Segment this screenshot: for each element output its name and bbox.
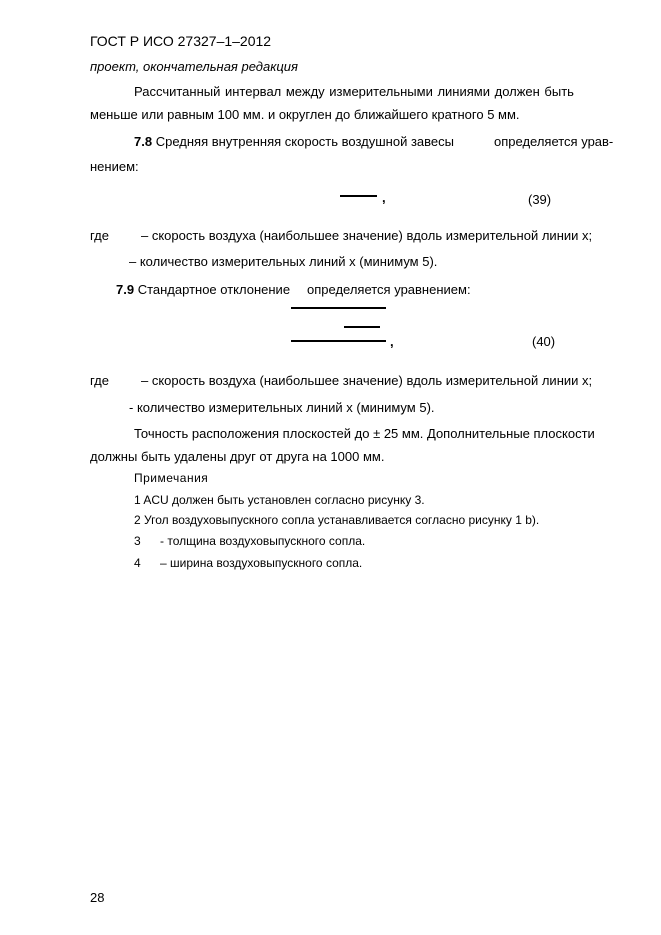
- paragraph-2-line-2: должны быть удалены друг от друга на 1000 мм.: [90, 449, 385, 464]
- notes-title: Примечания: [134, 471, 209, 485]
- equation-comma: ,: [390, 334, 394, 349]
- page-number: 28: [90, 890, 105, 905]
- fraction-bar: [340, 195, 377, 197]
- where-definition-1: – скорость воздуха (наибольшее значение) вдоль измерительной линии x;: [141, 373, 593, 388]
- where-definition-2: - количество измерительных линий x (минимум 5).: [129, 400, 435, 415]
- section-number: 7.9: [116, 282, 135, 297]
- where-definition-2: – количество измерительных линий x (минимум 5).: [129, 254, 438, 269]
- paragraph-1-line-2: меньше или равным 100 мм. и округлен до ближайшего кратного 5 мм.: [90, 107, 520, 122]
- note-3-text: - толщина воздуховыпускного сопла.: [160, 534, 366, 548]
- section-7-9-line-1b: определяется уравнением:: [307, 282, 471, 297]
- section-text: Средняя внутренняя скорость воздушной завесы: [155, 134, 454, 149]
- note-3-number: 3: [134, 534, 141, 548]
- paragraph-2-line-1: Точность расположения плоскостей до ± 25 мм. Дополнительные плоскости: [134, 426, 595, 441]
- section-7-8-line-2: нением:: [90, 159, 139, 174]
- fraction-bar-main: [291, 340, 386, 342]
- section-text: Стандартное отклонение: [137, 282, 291, 297]
- radical-overline: [291, 307, 386, 309]
- standard-title: ГОСТ Р ИСО 27327–1–2012: [90, 33, 272, 49]
- equation-number: (39): [528, 192, 552, 207]
- fraction-bar-inner: [344, 326, 380, 328]
- note-4-number: 4: [134, 556, 141, 570]
- section-7-9-line-1: [116, 282, 290, 297]
- note-4-text: – ширина воздуховыпускного сопла.: [160, 556, 363, 570]
- note-2: 2 Угол воздуховыпускного сопла устанавливается согласно рисунку 1 b).: [134, 513, 540, 527]
- note-1: 1 ACU должен быть установлен согласно рисунку 3.: [134, 493, 425, 507]
- equation-comma: ,: [382, 190, 386, 205]
- where-label: где: [90, 228, 109, 243]
- section-7-8-line-1: [134, 134, 454, 149]
- document-status: проект, окончательная редакция: [90, 59, 298, 74]
- where-label: где: [90, 373, 109, 388]
- equation-number: (40): [532, 334, 556, 349]
- section-number: 7.8: [134, 134, 153, 149]
- paragraph-1-line-1: Рассчитанный интервал между измерительными линиями должен быть: [134, 84, 574, 99]
- where-definition-1: – скорость воздуха (наибольшее значение) вдоль измерительной линии x;: [141, 228, 593, 243]
- section-7-8-line-1b: определяется урав-: [494, 134, 614, 149]
